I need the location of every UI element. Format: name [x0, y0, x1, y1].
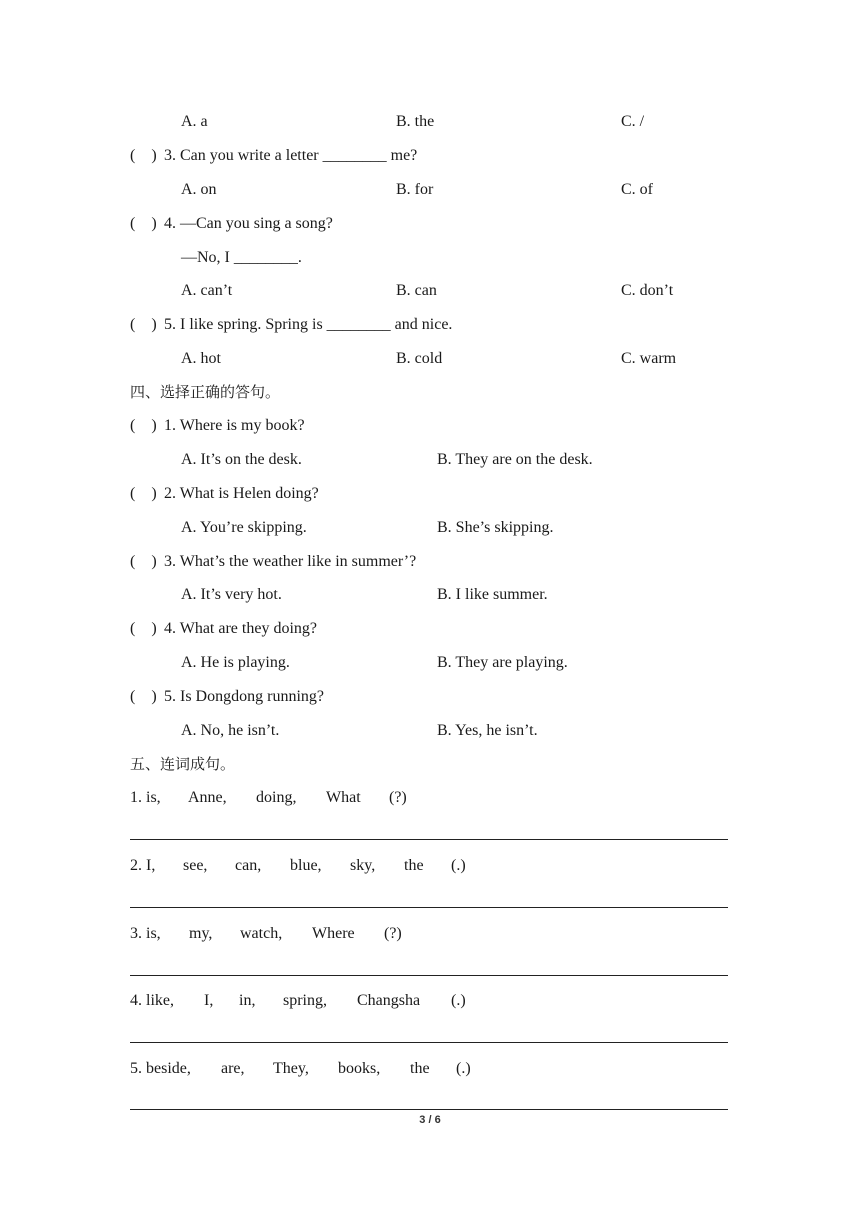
answer-paren[interactable]: ( ) — [130, 215, 157, 232]
section-4-heading: 四、选择正确的答句。 — [130, 383, 281, 401]
word: (.) — [451, 857, 466, 874]
word: sky, — [350, 857, 376, 874]
option-a: A. It’s on the desk. — [181, 451, 302, 468]
word: 4. like, — [130, 992, 174, 1009]
answer-paren[interactable]: ( ) — [130, 620, 157, 637]
question-text: 3. What’s the weather like in summer’? — [164, 553, 417, 570]
question-text: 1. Where is my book? — [164, 417, 305, 434]
word: are, — [221, 1060, 245, 1077]
section-5-heading: 五、连词成句。 — [130, 755, 236, 773]
question-text: 4. What are they doing? — [164, 620, 317, 637]
word: 5. beside, — [130, 1060, 191, 1077]
option-b: B. They are on the desk. — [437, 451, 593, 468]
option-c: C. warm — [621, 350, 677, 367]
option-a: A. No, he isn’t. — [181, 722, 280, 739]
option-c: C. don’t — [621, 282, 674, 299]
option-a: A. You’re skipping. — [181, 519, 307, 536]
word: (?) — [389, 789, 407, 806]
question-text: 5. I like spring. Spring is ________ and nice. — [164, 316, 453, 333]
word: in, — [239, 992, 256, 1009]
word: watch, — [240, 925, 283, 942]
option-a: A. He is playing. — [181, 654, 290, 671]
word: I, — [204, 992, 214, 1009]
option-c: C. of — [621, 181, 653, 198]
word: What — [326, 789, 361, 806]
option-b: B. cold — [396, 350, 443, 367]
option-a: A. a — [181, 113, 208, 130]
answer-line[interactable] — [130, 1042, 728, 1043]
option-b: B. They are playing. — [437, 654, 568, 671]
option-b: B. She’s skipping. — [437, 519, 554, 536]
question-text: 5. Is Dongdong running? — [164, 688, 324, 705]
word: blue, — [290, 857, 322, 874]
word: (.) — [451, 992, 466, 1009]
answer-paren[interactable]: ( ) — [130, 553, 157, 570]
word: 3. is, — [130, 925, 161, 942]
answer-line[interactable] — [130, 907, 728, 908]
option-b: B. Yes, he isn’t. — [437, 722, 538, 739]
word: Changsha — [357, 992, 421, 1009]
word: my, — [189, 925, 213, 942]
answer-line[interactable] — [130, 839, 728, 840]
answer-paren[interactable]: ( ) — [130, 147, 157, 164]
word: doing, — [256, 789, 297, 806]
answer-line[interactable] — [130, 975, 728, 976]
word: 1. is, — [130, 789, 161, 806]
answer-paren[interactable]: ( ) — [130, 688, 157, 705]
option-a: A. can’t — [181, 282, 233, 299]
option-c: C. / — [621, 113, 645, 130]
word: can, — [235, 857, 262, 874]
word: see, — [183, 857, 208, 874]
word: books, — [338, 1060, 381, 1077]
question-text: 2. What is Helen doing? — [164, 485, 319, 502]
option-b: B. I like summer. — [437, 586, 548, 603]
option-a: A. It’s very hot. — [181, 586, 282, 603]
question-text-line2: —No, I ________. — [181, 249, 302, 266]
answer-paren[interactable]: ( ) — [130, 485, 157, 502]
word: They, — [273, 1060, 309, 1077]
answer-paren[interactable]: ( ) — [130, 417, 157, 434]
page-number: 3 / 6 — [419, 1114, 441, 1126]
option-b: B. the — [396, 113, 435, 130]
option-b: B. can — [396, 282, 437, 299]
word: 2. I, — [130, 857, 156, 874]
option-a: A. hot — [181, 350, 221, 367]
word: Anne, — [188, 789, 227, 806]
word: the — [404, 857, 424, 874]
option-a: A. on — [181, 181, 217, 198]
word: the — [410, 1060, 430, 1077]
answer-line[interactable] — [130, 1109, 728, 1110]
word: (?) — [384, 925, 402, 942]
word: Where — [312, 925, 355, 942]
question-text: 4. —Can you sing a song? — [164, 215, 333, 232]
word: (.) — [456, 1060, 471, 1077]
word: spring, — [283, 992, 327, 1009]
option-b: B. for — [396, 181, 434, 198]
answer-paren[interactable]: ( ) — [130, 316, 157, 333]
question-text: 3. Can you write a letter ________ me? — [164, 147, 418, 164]
